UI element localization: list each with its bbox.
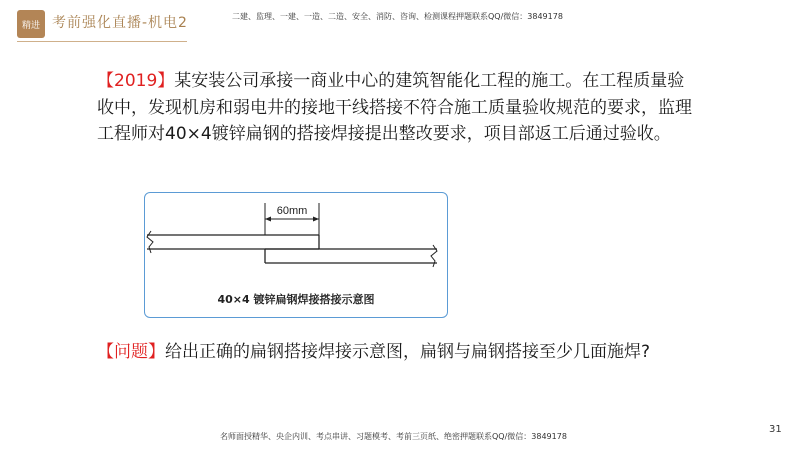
year-tag: 【2019】	[97, 71, 175, 91]
bottom-banner: 名师面授精华、央企内训、考点串讲、习题模考、考前三页纸、绝密押题联系QQ/微信：3849178	[220, 432, 567, 441]
problem-text: 给出正确的扁钢搭接焊接示意图，扁钢与扁钢搭接至少几面施焊?	[165, 342, 651, 362]
logo-text: 精进	[21, 20, 40, 31]
right-break-mark	[431, 245, 437, 267]
dimension-arrow-right	[313, 217, 319, 222]
page-number: 31	[769, 424, 782, 435]
dimension-label: 60mm	[276, 205, 308, 217]
dimension-arrow-left	[265, 217, 271, 222]
header-divider	[17, 41, 187, 42]
figure-caption: 40×4 镀锌扁钢焊接搭接示意图	[217, 293, 375, 306]
top-banner: 二建、监理、一建、一造、二造、安全、消防、咨询、检测课程押题联系QQ/微信：3849178	[232, 12, 563, 21]
brand-logo	[17, 10, 45, 38]
question-text: 某安装公司承接一商业中心的建筑智能化工程的施工。在工程质量验收中，发现机房和弱电井的接地干线搭接不符合施工质量验收规范的要求，监理工程师对40×4镀锌扁钢的搭接焊接提出整改要求，项目部返工后通过验收。	[97, 71, 692, 144]
left-break-mark	[147, 231, 153, 253]
problem-tag: 【问题】	[97, 342, 165, 362]
course-title: 考前强化直播-机电2	[52, 15, 188, 31]
weld-diagram	[144, 192, 448, 318]
question-paragraph	[97, 68, 697, 148]
problem-paragraph	[97, 339, 697, 365]
